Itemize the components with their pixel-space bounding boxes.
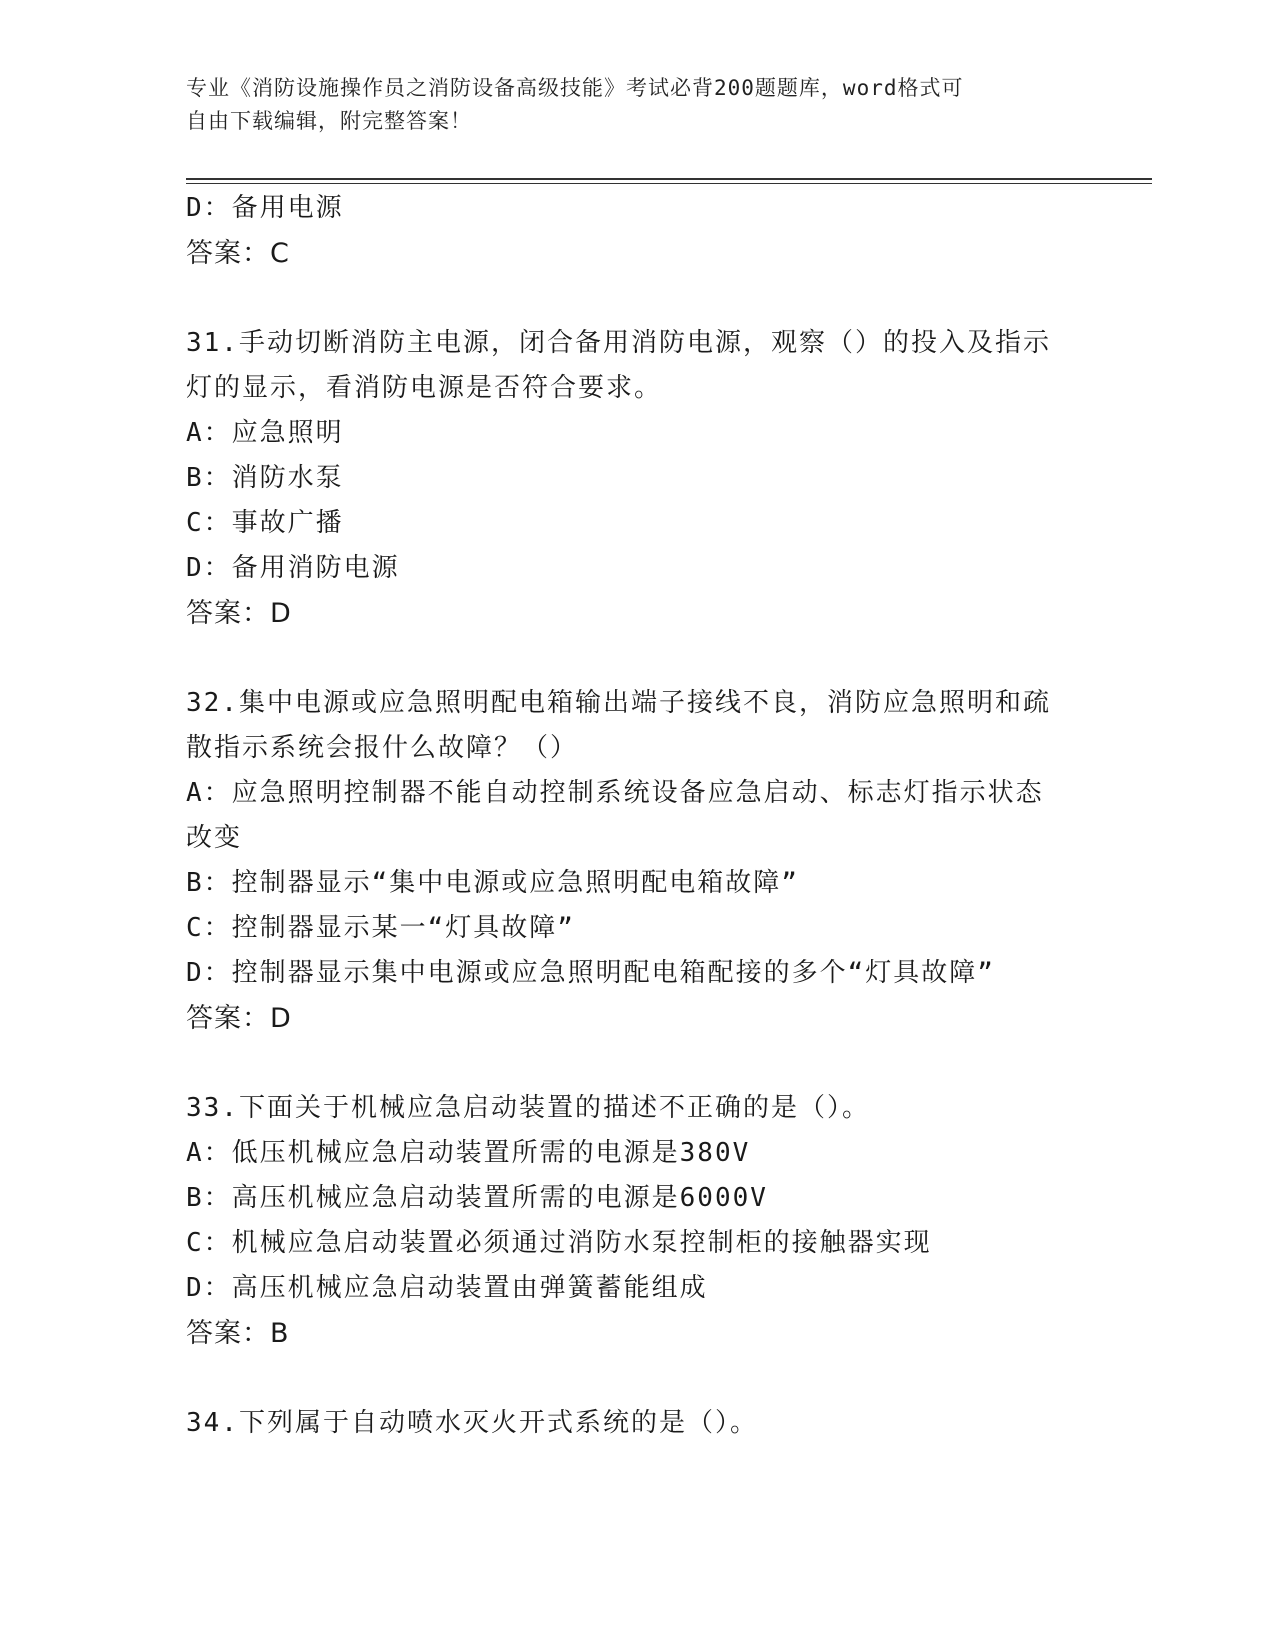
option-a: A：应急照明 <box>186 418 344 448</box>
question-text: 31.手动切断消防主电源，闭合备用消防电源，观察（）的投入及指示 <box>186 328 1051 358</box>
answer-text: 答案：D <box>186 1003 292 1034</box>
question-block-31 <box>186 321 1086 636</box>
question-block-33 <box>186 1086 1086 1356</box>
option-a: A：低压机械应急启动装置所需的电源是380V <box>186 1138 751 1168</box>
option-c: C：事故广播 <box>186 508 344 538</box>
answer-text: 答案：B <box>186 1318 290 1349</box>
question-text: 33.下面关于机械应急启动装置的描述不正确的是（）。 <box>186 1093 870 1123</box>
option-a-continued: 改变 <box>186 823 243 853</box>
question-text: 32.集中电源或应急照明配电箱输出端子接线不良，消防应急照明和疏 <box>186 688 1051 718</box>
question-list <box>186 186 1086 1446</box>
answer-text: 答案：C <box>186 238 290 269</box>
header-divider-thin <box>186 183 1152 184</box>
header-divider <box>186 178 1152 180</box>
question-text: 灯的显示，看消防电源是否符合要求。 <box>186 373 663 403</box>
page-header <box>186 72 1086 138</box>
question-text: 34.下列属于自动喷水灭火开式系统的是（）。 <box>186 1408 758 1438</box>
option-d: D：控制器显示集中电源或应急照明配电箱配接的多个“灯具故障” <box>186 958 995 988</box>
option-d: D：备用消防电源 <box>186 553 400 583</box>
option-b: B：高压机械应急启动装置所需的电源是6000V <box>186 1183 768 1213</box>
header-line-2: 自由下载编辑，附完整答案！ <box>186 109 472 133</box>
option-a: A：应急照明控制器不能自动控制系统设备应急启动、标志灯指示状态 <box>186 778 1044 808</box>
option-b: B：控制器显示“集中电源或应急照明配电箱故障” <box>186 868 799 898</box>
option-b: B：消防水泵 <box>186 463 344 493</box>
answer-text: 答案：D <box>186 598 292 629</box>
question-block-34 <box>186 1401 1086 1446</box>
header-line-1: 专业《消防设施操作员之消防设备高级技能》考试必背200题题库，word格式可 <box>186 76 964 100</box>
option-c: C：机械应急启动装置必须通过消防水泵控制柜的接触器实现 <box>186 1228 932 1258</box>
option-d: D：高压机械应急启动装置由弹簧蓄能组成 <box>186 1273 708 1303</box>
question-block-30 <box>186 186 1086 276</box>
option-d: D：备用电源 <box>186 193 344 223</box>
question-block-32 <box>186 681 1086 1041</box>
question-text: 散指示系统会报什么故障？（） <box>186 733 579 763</box>
option-c: C：控制器显示某一“灯具故障” <box>186 913 575 943</box>
